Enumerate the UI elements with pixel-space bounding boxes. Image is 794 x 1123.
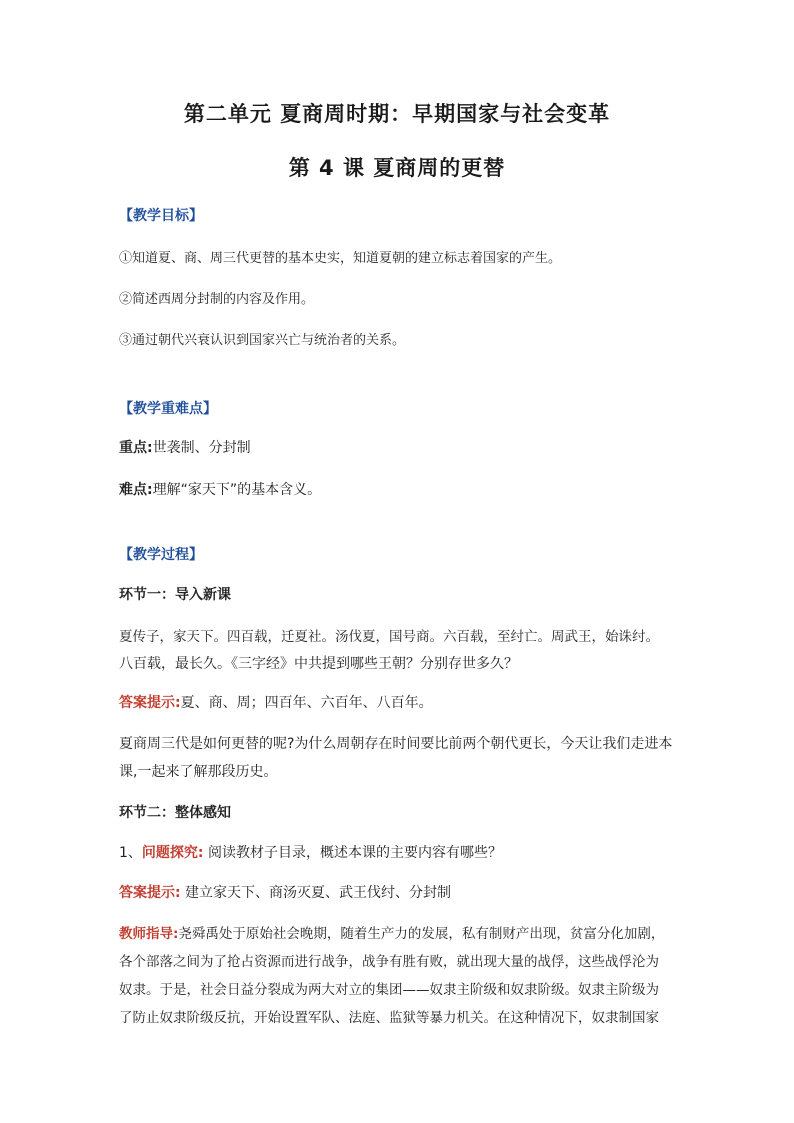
step2-guide-label: 教师指导: — [119, 926, 179, 942]
key-point-text: 世袭制、分封制 — [152, 440, 251, 456]
step2-title: 环节二：整体感知 — [119, 805, 231, 821]
objective-item-3: ③通过朝代兴衰认识到国家兴亡与统治者的关系。 — [119, 333, 406, 348]
key-point-label: 重点: — [119, 440, 153, 456]
step1-title: 环节一：导入新课 — [119, 587, 231, 603]
step2-guide-line-3: 奴隶。于是，社会日益分裂成为两大对立的集团——奴隶主阶级和奴隶阶级。奴隶主阶级为 — [119, 982, 659, 998]
lesson-title: 第 4 课 夏商周的更替 — [288, 156, 506, 180]
step1-answer-row — [119, 692, 676, 712]
step1-answer-text: 夏、商、周；四百年、六百年、八百年。 — [180, 695, 433, 711]
step2-question-row — [119, 842, 676, 862]
step2-answer-text: 建立家天下、商汤灭夏、武王伐纣、分封制 — [180, 885, 452, 901]
difficult-point-label: 难点: — [119, 482, 153, 498]
step2-answer-row — [119, 882, 676, 902]
step2-question-text: 阅读教材子目录，概述本课的主要内容有哪些？ — [203, 845, 502, 861]
step2-question-label: 问题探究: — [141, 845, 204, 861]
difficult-point-text: 理解“家天下”的基本含义。 — [152, 482, 322, 498]
difficult-point-row — [119, 479, 676, 499]
step1-intro-line-2: 课,一起来了解那段历史。 — [119, 764, 278, 780]
step2-guide-line-2: 各个部落之间为了抢占资源而进行战争，战争有胜有败，就出现大量的战俘，这些战俘沦为 — [119, 954, 659, 970]
step2-question-number: 1、 — [119, 845, 142, 861]
step1-text-line-1: 夏传子，家天下。四百载，迁夏社。汤伐夏，国号商。六百载，至纣亡。周武王，始诛纣。 — [119, 629, 659, 645]
key-points-heading: 【教学重难点】 — [119, 401, 217, 417]
objectives-heading: 【教学目标】 — [119, 208, 203, 224]
step2-guide-line-1: 尧舜禹处于原始社会晚期，随着生产力的发展，私有制财产出现，贫富分化加剧， — [178, 926, 665, 942]
objective-item-2: ②简述西周分封制的内容及作用。 — [119, 292, 315, 307]
step2-guide-line-4: 了防止奴隶阶级反抗，开始设置军队、法庭、监狱等暴力机关。在这种情况下，奴隶制国家 — [119, 1010, 659, 1026]
unit-title: 第二单元 夏商周时期：早期国家与社会变革 — [183, 102, 611, 126]
objective-item-1: ①知道夏、商、周三代更替的基本史实，知道夏朝的建立标志着国家的产生。 — [119, 251, 562, 266]
step1-intro-line-1: 夏商周三代是如何更替的呢?为什么周朝存在时间要比前两个朝代更长，今天让我们走进本 — [119, 736, 673, 752]
step2-guide-row — [119, 922, 676, 942]
step1-answer-label: 答案提示: — [119, 695, 181, 711]
step1-text-line-2: 八百载，最长久。《三字经》中共提到哪些王朝？分别存世多久？ — [119, 656, 518, 672]
step2-answer-label: 答案提示: — [119, 885, 181, 901]
key-point-row — [119, 437, 676, 457]
process-heading: 【教学过程】 — [119, 547, 203, 563]
